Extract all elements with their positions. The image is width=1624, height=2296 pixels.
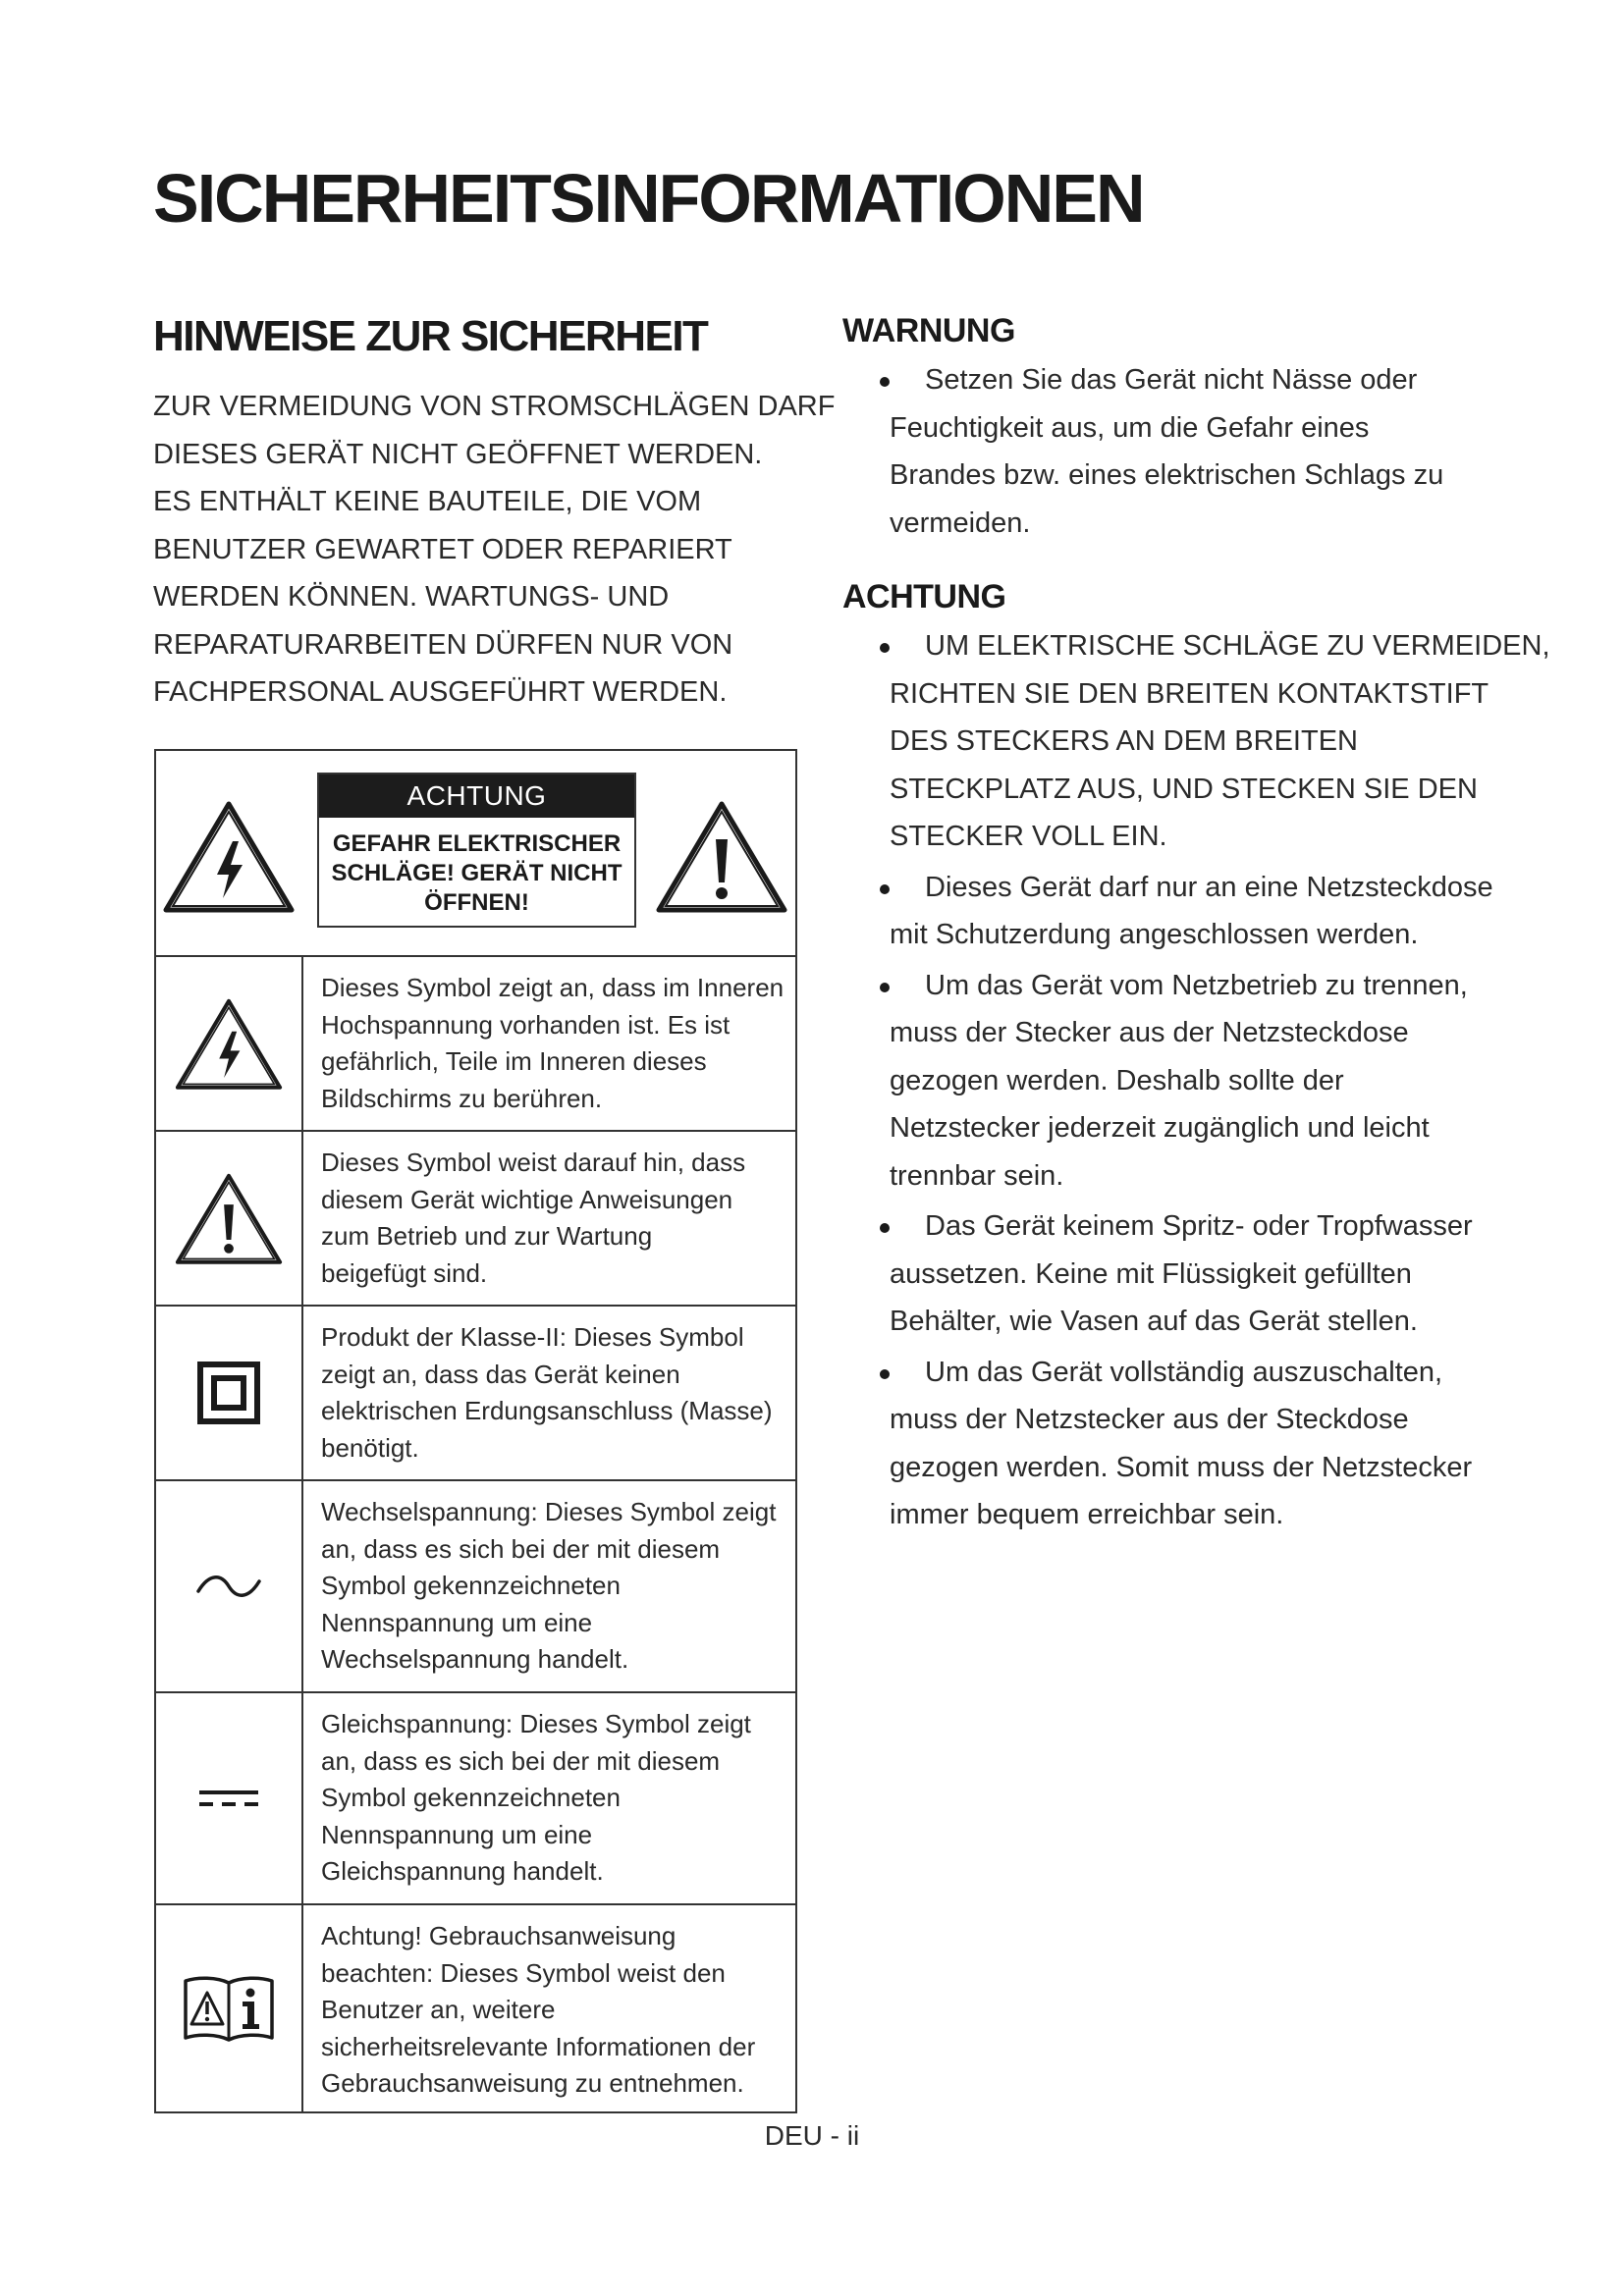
symbol-row-exclamation — [156, 1132, 795, 1307]
list-item — [842, 1202, 1530, 1346]
list-item-line: STECKER VOLL EIN. — [890, 821, 1167, 852]
symbol-description-line: elektrischen Erdungsanschluss (Masse) — [321, 1396, 773, 1425]
symbol-description-line: gefährlich, Teile im Inneren dieses — [321, 1046, 707, 1076]
intro-text — [153, 383, 836, 717]
symbol-description — [303, 1307, 795, 1479]
exclamation-triangle-icon — [174, 1171, 284, 1265]
symbol-cell — [156, 1905, 303, 2111]
bullet-icon — [880, 643, 890, 653]
symbol-description-line: Hochspannung vorhanden ist. Es ist — [321, 1009, 731, 1040]
symbol-description-line: Nennspannung um eine — [321, 1819, 593, 1849]
bullet-icon — [880, 983, 890, 992]
caution-title: ACHTUNG — [842, 578, 1006, 615]
list-item-line: muss der Stecker aus der Netzsteckdose — [890, 1017, 1409, 1048]
symbol-description — [303, 1132, 795, 1305]
warning-list — [842, 356, 1530, 547]
caution-label-header: ACHTUNG — [319, 774, 634, 818]
caution-label-row — [156, 751, 795, 957]
symbol-description-line: diesem Gerät wichtige Anweisungen — [321, 1184, 733, 1214]
symbol-description — [303, 1905, 795, 2111]
symbol-description-line: Bildschirms zu berühren. — [321, 1083, 603, 1113]
caution-list — [842, 622, 1550, 1539]
symbol-description-line: Symbol gekennzeichneten — [321, 1571, 621, 1600]
section-title: HINWEISE ZUR SICHERHEIT — [153, 312, 708, 360]
read-manual-icon — [182, 1973, 276, 2044]
intro-line: FACHPERSONAL AUSGEFÜHRT WERDEN. — [153, 676, 728, 708]
intro-line: WERDEN KÖNNEN. WARTUNGS- UND — [153, 581, 670, 613]
high-voltage-triangle-icon — [162, 798, 296, 914]
list-item — [842, 962, 1530, 1201]
warning-title: WARNUNG — [842, 312, 1015, 349]
list-item — [842, 864, 1530, 959]
symbol-row-class-ii — [156, 1307, 795, 1481]
page-title: SICHERHEITSINFORMATIONEN — [153, 160, 1144, 237]
symbol-cell — [156, 1132, 303, 1305]
list-item-line: Feuchtigkeit aus, um die Gefahr eines — [890, 411, 1370, 444]
symbol-description — [303, 1693, 795, 1903]
symbol-description-line: Benutzer an, weitere — [321, 1995, 556, 2024]
list-item-line: Setzen Sie das Gerät nicht Nässe oder — [925, 364, 1418, 396]
symbol-description-line: Gleichspannung: Dieses Symbol zeigt — [321, 1709, 751, 1738]
list-item-line: Brandes bzw. eines elektrischen Schlags zu — [890, 459, 1444, 491]
bullet-icon — [880, 377, 890, 387]
safety-notes-section — [153, 312, 836, 717]
list-item-line: aussetzen. Keine mit Flüssigkeit gefüllten — [890, 1257, 1412, 1290]
symbol-cell — [156, 957, 303, 1130]
warnings-section — [842, 312, 1550, 1542]
symbol-description-line: an, dass es sich bei der mit diesem — [321, 1533, 721, 1564]
symbol-description-line: Dieses Symbol weist darauf hin, dass — [321, 1148, 746, 1177]
symbol-description-line: benötigt. — [321, 1432, 419, 1463]
symbol-description-line: Achtung! Gebrauchsanweisung — [321, 1921, 677, 1950]
list-item-line: mit Schutzerdung angeschlossen werden. — [890, 919, 1419, 950]
symbol-table — [154, 749, 797, 2113]
intro-line: DIESES GERÄT NICHT GEÖFFNET WERDEN. — [153, 438, 763, 470]
caution-label-line: SCHLÄGE! GERÄT NICHT — [331, 860, 623, 886]
bullet-icon — [880, 1223, 890, 1233]
symbol-description-line: Gleichspannung handelt. — [321, 1856, 604, 1886]
list-item — [842, 622, 1550, 861]
list-item-line: trennbar sein. — [890, 1159, 1064, 1192]
intro-line: ES ENTHÄLT KEINE BAUTEILE, DIE VOM — [153, 486, 702, 517]
list-item-line: Um das Gerät vollständig auszuschalten, — [925, 1356, 1443, 1388]
intro-line: ZUR VERMEIDUNG VON STROMSCHLÄGEN DARF — [153, 391, 836, 422]
symbol-row-dc — [156, 1693, 795, 1905]
symbol-row-ac — [156, 1481, 795, 1693]
list-item-line: gezogen werden. Deshalb sollte der — [890, 1064, 1344, 1096]
high-voltage-triangle-icon — [174, 996, 284, 1091]
symbol-description-line: sicherheitsrelevante Informationen der — [321, 2031, 756, 2061]
symbol-description-line: zum Betrieb und zur Wartung — [321, 1221, 653, 1251]
symbol-description-line: Wechselspannung: Dieses Symbol zeigt — [321, 1497, 777, 1526]
symbol-description-line: an, dass es sich bei der mit diesem — [321, 1745, 721, 1776]
symbol-description-line: Wechselspannung handelt. — [321, 1644, 629, 1674]
symbol-cell — [156, 1481, 303, 1691]
list-item-line: immer bequem erreichbar sein. — [890, 1499, 1284, 1530]
symbol-description-line: Dieses Symbol zeigt an, dass im Inneren — [321, 973, 785, 1002]
list-item-line: Das Gerät keinem Spritz- oder Tropfwasser — [925, 1210, 1473, 1242]
symbol-description — [303, 957, 795, 1130]
dc-voltage-icon — [197, 1787, 260, 1810]
list-item-line: STECKPLATZ AUS, UND STECKEN SIE DEN — [890, 773, 1478, 805]
list-item-line: Netzstecker jederzeit zugänglich und leicht — [890, 1112, 1430, 1144]
ac-wave-icon — [195, 1572, 262, 1601]
symbol-description-line: beachten: Dieses Symbol weist den — [321, 1957, 726, 1988]
symbol-cell — [156, 1307, 303, 1479]
symbol-description-line: Nennspannung um eine — [321, 1607, 593, 1637]
caution-label-line: ÖFFNEN! — [424, 889, 529, 916]
exclamation-triangle-icon — [655, 798, 788, 914]
bullet-icon — [880, 884, 890, 894]
list-item-line: Um das Gerät vom Netzbetrieb zu trennen, — [925, 969, 1468, 1001]
list-item-line: Dieses Gerät darf nur an eine Netzsteckdose — [925, 871, 1493, 903]
caution-label — [317, 773, 636, 928]
symbol-row-manual — [156, 1905, 795, 2111]
list-item-line: DES STECKERS AN DEM BREITEN — [890, 725, 1358, 757]
symbol-description-line: Gebrauchsanweisung zu entnehmen. — [321, 2068, 744, 2098]
list-item-line: Behälter, wie Vasen auf das Gerät stellen. — [890, 1306, 1418, 1337]
list-item — [842, 1349, 1530, 1539]
list-item — [842, 356, 1530, 547]
list-item-line: RICHTEN SIE DEN BREITEN KONTAKTSTIFT — [890, 677, 1489, 710]
intro-line: BENUTZER GEWARTET ODER REPARIERT — [153, 533, 732, 565]
bullet-icon — [880, 1369, 890, 1379]
list-item-line: vermeiden. — [890, 507, 1031, 539]
list-item-line: muss der Netzstecker aus der Steckdose — [890, 1404, 1409, 1435]
symbol-row-high-voltage — [156, 957, 795, 1132]
class-ii-double-square-icon — [197, 1362, 260, 1424]
list-item-line: gezogen werden. Somit muss der Netzstecker — [890, 1451, 1473, 1483]
intro-line: REPARATURARBEITEN DÜRFEN NUR VON — [153, 628, 733, 661]
symbol-description-line: beigefügt sind. — [321, 1257, 488, 1288]
symbol-description — [303, 1481, 795, 1691]
symbol-description-line: Symbol gekennzeichneten — [321, 1783, 621, 1812]
symbol-description-line: zeigt an, dass das Gerät keinen — [321, 1359, 680, 1389]
caution-label-body — [319, 818, 634, 918]
symbol-cell — [156, 1693, 303, 1903]
symbol-description-line: Produkt der Klasse-II: Dieses Symbol — [321, 1322, 744, 1352]
page-number: DEU - ii — [764, 2120, 860, 2151]
list-item-line: UM ELEKTRISCHE SCHLÄGE ZU VERMEIDEN, — [925, 630, 1550, 662]
caution-label-line: GEFAHR ELEKTRISCHER — [332, 830, 622, 857]
